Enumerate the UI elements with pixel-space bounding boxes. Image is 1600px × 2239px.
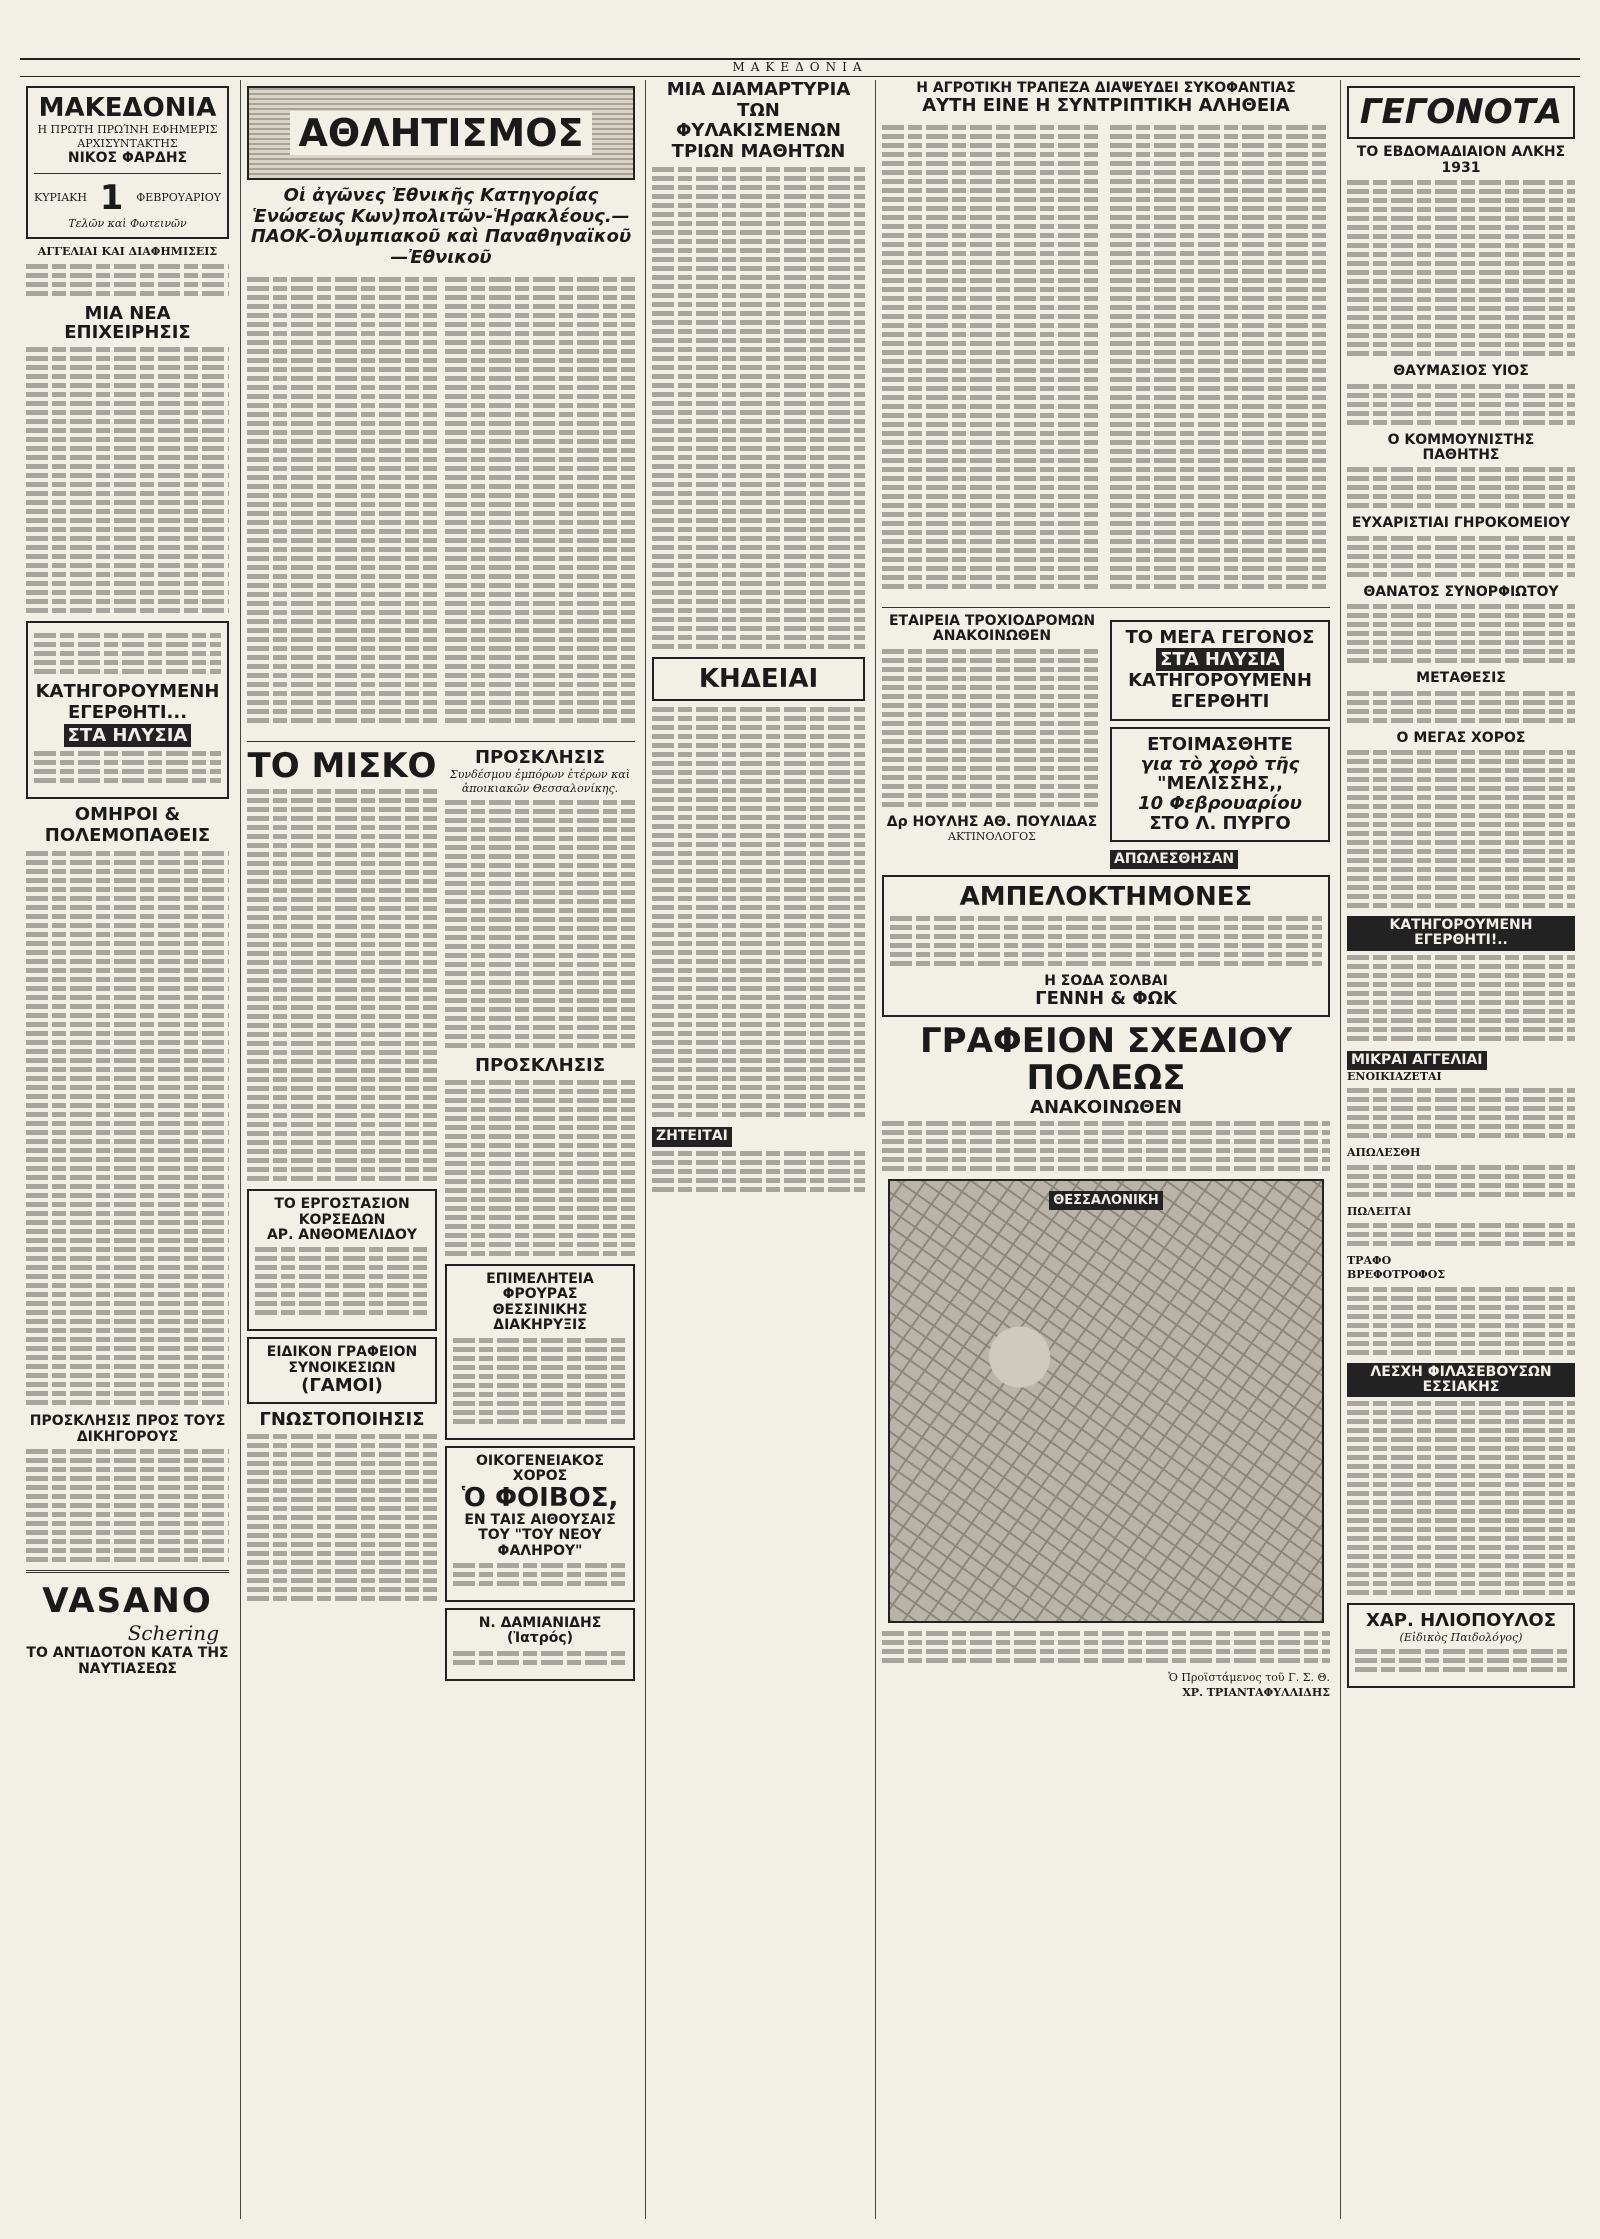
event-box-title: ΤΟ ΜΕΓΑ ΓΕΓΟΝΟΣ [1125, 626, 1315, 648]
event-box-feature: ΚΑΤΗΓΟΡΟΥΜΕΝΗ ΕΓΕΡΘΗΤΙ [1128, 670, 1312, 713]
planning-signoff: Ὁ Προϊστάμενος τοῦ Γ. Σ. Θ. [1168, 1671, 1330, 1685]
dance-line2: για τὸ χορὸ τῆς [1140, 753, 1300, 775]
matchmaking-title: ΕΙΔΙΚΟΝ ΓΡΑΦΕΙΟΝ ΣΥΝΟΙΚΕΣΙΩΝ [266, 1344, 418, 1376]
city-plan-map [888, 1179, 1324, 1623]
box-ad-venue: ΣΤΑ ΗΛΥΣΙΑ [64, 724, 192, 748]
issue-day: ΚΥΡΙΑΚΗ [34, 191, 87, 205]
ads-heading: ΑΓΓΕΛΙΑΙ ΚΑΙ ΔΙΑΦΗΜΙΣΕΙΣ [37, 245, 218, 259]
dentist-name: ΧΑΡ. ΗΛΙΟΠΟΥΛΟΣ [1365, 1610, 1557, 1632]
tram-title: ΕΤΑΙΡΕΙΑ ΤΡΟΧΙΟΔΡΟΜΩΝ [888, 612, 1096, 629]
dance-box [1110, 727, 1330, 842]
event-box-venue: ΣΤΑ ΗΛΥΣΙΑ [1156, 648, 1284, 672]
vasano-brand: VASANO [42, 1580, 213, 1621]
corset-ad [247, 1189, 437, 1331]
accused-title: ΚΑΤΗΓΟΡΟΥΜΕΝΗ ΕΓΕΡΘΗΤΙ!.. [1347, 916, 1575, 951]
bank-title: Η ΑΓΡΟΤΙΚΗ ΤΡΑΠΕΖΑ ΔΙΑΨΕΥΔΕΙ ΣΥΚΟΦΑΝΤΙΑΣ [916, 80, 1296, 96]
ball-title: ΟΙΚΟΓΕΝΕΙΑΚΟΣ ΧΟΡΟΣ [476, 1452, 604, 1484]
library-title: ΛΕΣΧΗ ΦΙΛΑΣΕΒΟΥΣΩΝ ΕΣΣΙΑΚΗΣ [1347, 1363, 1575, 1398]
communist-title: Ο ΚΟΜΜΟΥΝΙΣΤΗΣ ΠΑΘΗΤΗΣ [1387, 431, 1535, 463]
dance-line3: "ΜΕΛΙΣΣΗΣ,, [1157, 773, 1283, 795]
vineyard-title: ΑΜΠΕΛΟΚΤΗΜΟΝΕΣ [959, 882, 1253, 913]
transfer-title: ΜΕΤΑΘΕΣΙΣ [1416, 670, 1506, 687]
planning-sub: ΑΝΑΚΟΙΝΩΘΕΝ [1030, 1096, 1182, 1118]
vasano-maker: Schering [127, 1620, 219, 1645]
vineyard-ad [882, 875, 1330, 1017]
matchmaking-sub: (ΓΑΜΟΙ) [301, 1375, 383, 1397]
sports-banner-illustration [247, 86, 635, 180]
ball-club: Ὁ ΦΟΙΒΟΣ, [461, 1483, 619, 1514]
ball-ad [445, 1446, 635, 1603]
editor-label: ΑΡΧΙΣΥΝΤΑΚΤΗΣ [77, 136, 178, 150]
hostages-title: ΟΜΗΡΟΙ & ΠΟΛΕΜΟΠΑΘΕΙΣ [44, 804, 211, 847]
invitations-title: ΠΡΟΣΚΛΗΣΙΣ [474, 746, 606, 768]
vrefotrofos-label: ΒΡΕΦΟΤΡΟΦΟΣ [1347, 1268, 1446, 1282]
thanks-title: ΕΥΧΑΡΙΣΤΙΑΙ ΓΗΡΟΚΟΜΕΙΟΥ [1351, 515, 1571, 532]
issue-date-number: 1 [99, 177, 124, 218]
gegonota-title: ΓΕΓΟΝΟΤΑ [1359, 92, 1563, 132]
invitations-sub: Συνδέσμου ἐμπόρων ἑτέρων καὶ ἀποικιακῶν Θεσσαλονίκης. [449, 767, 631, 795]
garrison-title: ΕΠΙΜΕΛΗΤΕΙΑ ΦΡΟΥΡΑΣ ΘΕΣΣΙΝΙΚΗΣ ΔΙΑΚΗΡΥΞΙΣ [486, 1270, 594, 1334]
doctor-ad [445, 1608, 635, 1681]
trafo-label: ΤΡΑΦΟ [1347, 1253, 1392, 1267]
dance-line4: 10 Φεβρουαρίου [1138, 793, 1302, 815]
issue-price: Τελῶν καὶ Φωτεινῶν [68, 216, 187, 230]
dentist-role: (Εἰδικὸς Παιδολόγος) [1399, 1631, 1523, 1645]
miracle-son-title: ΘΑΥΜΑΣΙΟΣ ΥΙΟΣ [1393, 363, 1529, 380]
tram-sub: ΑΝΑΚΟΙΝΩΘΕΝ [932, 628, 1052, 645]
lost-label: ΑΠΩΛΕΣΘΗ [1347, 1146, 1421, 1160]
dance-line1: ΕΤΟΙΜΑΣΘΗΤΕ [1147, 733, 1293, 755]
planning-title: ΓΡΑΦΕΙΟΝ ΣΧΕΔΙΟΥ ΠΟΛΕΩΣ [919, 1020, 1293, 1099]
misko-title: ΤΟ ΜΙΣΚΟ [247, 745, 437, 786]
column-2 [240, 80, 641, 2219]
map-label: ΘΕΣΣΑΛΟΝΙΚΗ [1049, 1191, 1163, 1210]
ball-venue: ΕΝ ΤΑΙΣ ΑΙΘΟΥΣΑΙΣ ΤΟΥ "ΤΟΥ ΝΕΟΥ ΦΑΛΗΡΟΥ" [464, 1511, 616, 1559]
xray-doctor: Δρ ΗΟΥΛΗΣ ΑΘ. ΠΟΥΛΙΔΑΣ [886, 813, 1098, 830]
masthead [26, 86, 229, 239]
editor-name: ΝΙΚΟΣ ΦΑΡΔΗΣ [67, 150, 188, 167]
notices-title: ΓΝΩΣΤΟΠΟΙΗΣΙΣ [259, 1408, 425, 1430]
first-headline: ΤΟ ΕΒΔΟΜΑΔΙΑΙΟΝ ΑΛΚΗΣ 1931 [1356, 144, 1566, 176]
funerals-title: ΚΗΔΕΙΑΙ [698, 663, 819, 694]
dentist-ad [1347, 1603, 1575, 1688]
apolesthesan-label: ΑΠΩΛΕΣΘΗΣΑΝ [1110, 850, 1238, 869]
doctor-ad-name: Ν. ΔΑΜΙΑΝΙΔΗΣ (Ἰατρός) [478, 1615, 602, 1647]
column-4 [875, 80, 1336, 2219]
invitation2-title: ΠΡΟΣΚΛΗΣΙΣ [474, 1055, 606, 1077]
gegonota-box [1347, 86, 1575, 139]
corset-owner: ΑΡ. ΑΝΘΟΜΕΛΙΔΟΥ [266, 1226, 418, 1243]
masthead-tagline: Η ΠΡΩΤΗ ΠΡΩΊΝΗ ΕΦΗΜΕΡΙΣ [37, 122, 218, 136]
matchmaking-ad [247, 1337, 437, 1404]
vasano-tagline: ΤΟ ΑΝΤΙΔΟΤΟΝ ΚΑΤΑ ΤΗΣ ΝΑΥΤΙΑΣΕΩΣ [26, 1644, 229, 1677]
vineyard-agents: ΓΕΝΝΗ & ΦΩΚ [1035, 988, 1177, 1010]
small-ads-title: ΜΙΚΡΑΙ ΑΓΓΕΛΙΑΙ [1347, 1051, 1487, 1070]
dance-line5: ΣΤΟ Λ. ΠΥΡΓΟ [1149, 812, 1291, 834]
page-running-header: ΜΑΚΕΔΟΝΙΑ [20, 58, 1580, 77]
for-sale-label: ΠΩΛΕΙΤΑΙ [1347, 1204, 1412, 1218]
planning-signatory: ΧΡ. ΤΡΙΑΝΤΑΦΥΛΛΙΔΗΣ [1182, 1685, 1330, 1699]
feast-title: Ο ΜΕΓΑΣ ΧΟΡΟΣ [1396, 729, 1526, 746]
new-venture-title: ΜΙΑ ΝΕΑ ΕΠΙΧΕΙΡΗΣΙΣ [64, 302, 191, 344]
issue-month: ΦΕΒΡΟΥΑΡΙΟΥ [136, 191, 221, 205]
bank-subtitle: ΑΥΤΗ ΕΙΝΕ Η ΣΥΝΤΡΙΠΤΙΚΗ ΑΛΗΘΕΙΑ [922, 95, 1290, 117]
corset-title: ΤΟ ΕΡΓΟΣΤΑΣΙΟΝ ΚΟΡΣΕΔΩΝ [274, 1196, 410, 1228]
box-ad-title: ΚΑΤΗΓΟΡΟΥΜΕΝΗ ΕΓΕΡΘΗΤΙ... [35, 681, 220, 723]
protest-title: ΜΙΑ ΔΙΑΜΑΡΤΥΡΙΑ ΤΩΝ ΦΥΛΑΚΙΣΜΕΝΩΝ ΤΡΙΩΝ ΜΑΘΗΤΩΝ [666, 80, 851, 163]
vineyard-soda: Η ΣΟΔΑ ΣΟΛΒΑΙ [1044, 972, 1168, 989]
event-box [1110, 620, 1330, 721]
garrison-notice [445, 1264, 635, 1440]
rent-label: ΕΝΟΙΚΙΑΖΕΤΑΙ [1347, 1070, 1442, 1084]
column-5 [1340, 80, 1581, 2219]
sports-banner: ΑΘΛΗΤΙΣΜΟΣ [290, 111, 591, 155]
funerals-box [652, 657, 865, 702]
lawyers-invitation-title: ΠΡΟΣΚΛΗΣΙΣ ΠΡΟΣ ΤΟΥΣ ΔΙΚΗΓΟΡΟΥΣ [29, 1412, 226, 1445]
column-1 [20, 80, 235, 2219]
masthead-title: ΜΑΚΕΔΟΝΙΑ [38, 93, 217, 123]
box-ad-accused [26, 621, 229, 799]
wanted-label: ΖΗΤΕΙΤΑΙ [652, 1127, 732, 1146]
xray-sub: ΑΚΤΙΝΟΛΟΓΟΣ [948, 829, 1036, 843]
column-3 [645, 80, 871, 2219]
sports-subtitle: Οἱ ἀγῶνες Ἐθνικῆς Κατηγορίας Ἑνώσεως Κων)πολιτῶν-Ἡρακλέους.—ΠΑΟΚ-Ὀλυμπιακοῦ καὶ Παναθηναϊκοῦ—Ἐθνικοῦ [250, 185, 632, 269]
death-title: ΘΑΝΑΤΟΣ ΣΥΝΟΡΦΙΩΤΟΥ [1363, 583, 1559, 600]
